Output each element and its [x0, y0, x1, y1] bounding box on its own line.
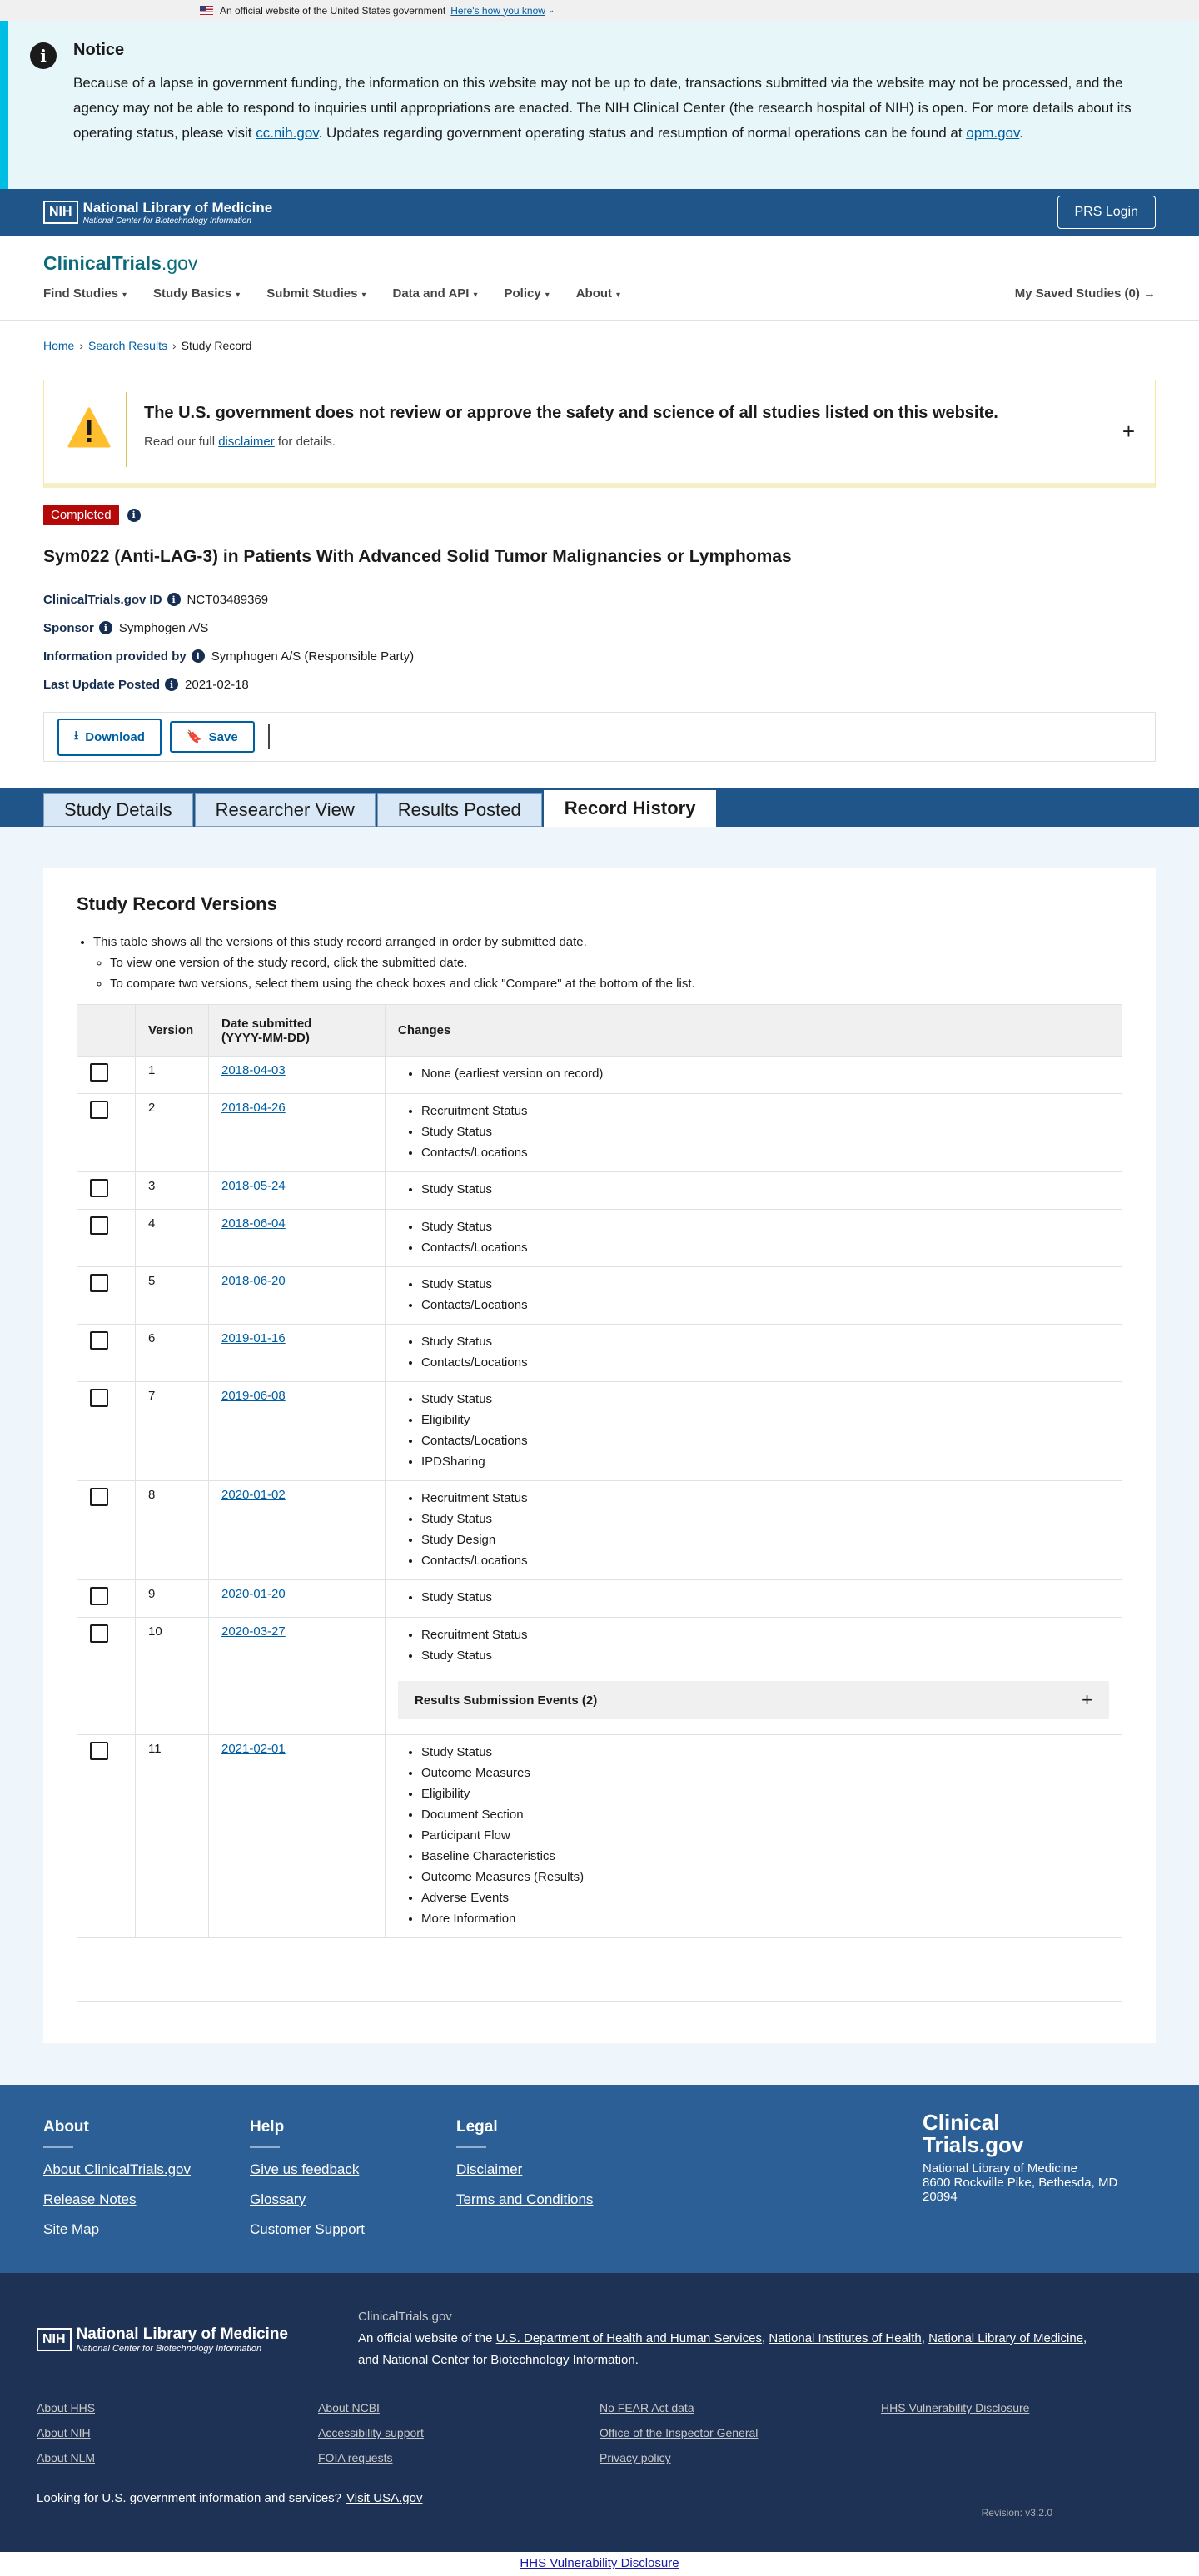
table-row: [77, 1210, 1122, 1267]
nav-label: Data and API: [392, 286, 470, 301]
version-number: 3: [136, 1172, 209, 1210]
gov-banner-text: An official website of the United States government: [220, 4, 446, 17]
footer-official-text: and: [358, 2353, 383, 2367]
nav-label: About: [575, 286, 613, 301]
heres-how-you-know-link[interactable]: Here's how you know: [450, 4, 545, 17]
version-number: 5: [136, 1267, 209, 1325]
change-item: • Recruitment Status: [421, 1101, 1109, 1121]
disclaimer-link[interactable]: disclaimer: [218, 435, 275, 449]
version-date-link[interactable]: 2021-02-01: [221, 1742, 286, 1756]
change-item: • Outcome Measures: [421, 1763, 1109, 1783]
footer-help: [250, 2118, 456, 2273]
chevron-down-icon: ▾: [545, 291, 550, 300]
change-item: • Study Design: [421, 1529, 1109, 1550]
gov-banner: [0, 0, 1199, 21]
nav-about[interactable]: [576, 286, 620, 301]
version-date-link[interactable]: 2019-06-08: [221, 1389, 286, 1403]
notice-title: Notice: [73, 41, 125, 59]
nav-submit-studies[interactable]: [266, 286, 366, 301]
notice-text-part: Because of a lapse in government funding, the information on this website may not be up to date, transactions submitted via the website may not be processed, and the agency may not be able to respond to inquiries until appropriations are enacted. The NIH Clinical Center (the research hospital of NIH) is open. For more details about its operating status, please visit: [73, 75, 1132, 141]
chevron-down-icon: ▾: [361, 291, 366, 300]
disclaimer-title: The U.S. government does not review or approve the safety and science of all studies listed on this website.: [144, 404, 998, 422]
change-item: • Adverse Events: [421, 1887, 1109, 1908]
opm-link[interactable]: opm.gov: [966, 125, 1020, 141]
footer-rule: [456, 2146, 486, 2148]
prs-login-button[interactable]: PRS Login: [1057, 196, 1157, 229]
version-number: 11: [136, 1735, 209, 1938]
site-header: [0, 236, 1199, 321]
footer-address-line: 20894: [923, 2190, 958, 2204]
version-date-link[interactable]: 2018-04-03: [221, 1063, 286, 1077]
info-icon[interactable]: i: [192, 649, 205, 663]
version-checkbox[interactable]: [90, 1587, 108, 1605]
breadcrumb: [0, 321, 1199, 374]
info-icon[interactable]: i: [127, 509, 141, 522]
notice-text-part: .: [1019, 125, 1023, 141]
link-about-ncbi[interactable]: About NCBI: [318, 2401, 380, 2414]
change-item: • Study Status: [421, 1121, 1109, 1142]
breadcrumb-separator: ›: [79, 339, 84, 352]
tab-results-posted[interactable]: Results Posted: [377, 793, 542, 827]
footer-brand-line: Clinical: [923, 2110, 1000, 2135]
change-item: • More Information: [421, 1908, 1109, 1929]
table-row: [77, 1735, 1122, 1938]
link-no-fear[interactable]: No FEAR Act data: [600, 2401, 694, 2414]
change-item: • None (earliest version on record): [421, 1063, 1109, 1084]
study-title: Sym022 (Anti-LAG-3) in Patients With Advanced Solid Tumor Malignancies or Lymphomas: [43, 547, 792, 566]
col-date-format: (YYYY-MM-DD): [221, 1030, 310, 1045]
nlm-footer: [0, 2273, 1199, 2552]
usagov-line: [37, 2491, 1162, 2505]
study-meta: [0, 585, 1199, 699]
version-number: 8: [136, 1481, 209, 1580]
footer-site-name: ClinicalTrials.gov: [358, 2310, 452, 2324]
link-hhs-vulnerability[interactable]: HHS Vulnerability Disclosure: [881, 2401, 1030, 2414]
table-row: [77, 1267, 1122, 1325]
change-item: • Study Status: [421, 1216, 1109, 1237]
meta-row-id: [43, 585, 1156, 614]
meta-label: Information provided by: [43, 649, 187, 664]
change-item: • Recruitment Status: [421, 1624, 1109, 1645]
version-date-link[interactable]: 2018-04-26: [221, 1101, 286, 1115]
ncbi-link[interactable]: National Center for Biotechnology Information: [382, 2353, 635, 2367]
nih-logo-mark: NIH: [37, 2328, 72, 2351]
site-footer: [0, 2085, 1199, 2273]
us-flag-icon: [200, 6, 213, 15]
clinicaltrials-logo[interactable]: [43, 252, 1156, 275]
nav-label: Submit Studies: [266, 286, 358, 301]
disclaimer-text-part: Read our full: [144, 435, 219, 449]
breadcrumb-search-results[interactable]: Search Results: [88, 339, 167, 352]
info-icon[interactable]: i: [99, 621, 112, 634]
hhs-link[interactable]: U.S. Department of Health and Human Services: [495, 2331, 762, 2345]
download-icon: ⭳: [74, 728, 79, 743]
nlm-name: National Library of Medicine: [82, 199, 273, 216]
nlm-name: National Library of Medicine: [76, 2325, 288, 2343]
ncbi-name: National Center for Biotechnology Information: [82, 216, 251, 226]
save-button[interactable]: [170, 721, 255, 753]
change-item: • Study Status: [421, 1389, 1109, 1410]
change-item: • Participant Flow: [421, 1825, 1109, 1846]
table-row: [77, 1382, 1122, 1481]
meta-value: 2021-02-18: [185, 677, 249, 692]
table-row: [77, 1325, 1122, 1382]
table-footer-cell: [77, 1938, 1122, 2002]
version-checkbox[interactable]: [90, 1389, 108, 1407]
version-number: 6: [136, 1325, 209, 1382]
version-number: 10: [136, 1618, 209, 1735]
footer-link-site-map[interactable]: Site Map: [43, 2221, 100, 2237]
col-date-submitted: [209, 1005, 386, 1057]
info-icon: i: [30, 42, 57, 69]
versions-card: [43, 868, 1156, 2043]
footer-link-customer-support[interactable]: Customer Support: [250, 2221, 365, 2237]
action-bar: [43, 712, 1156, 762]
footer-links: [37, 2401, 1162, 2476]
meta-label: ClinicalTrials.gov ID: [43, 592, 162, 607]
expand-plus-icon[interactable]: +: [1122, 419, 1135, 444]
footer-legal: [456, 2118, 663, 2273]
change-item: • Contacts/Locations: [421, 1352, 1109, 1373]
footer-brand: [923, 2111, 1117, 2204]
intro-subitem: ◦ To view one version of the study record, click the submitted date.: [110, 952, 1122, 973]
results-submission-events[interactable]: [398, 1681, 1109, 1719]
change-item: • Recruitment Status: [421, 1488, 1109, 1509]
change-item: • Eligibility: [421, 1783, 1109, 1804]
version-date-link[interactable]: 2020-01-02: [221, 1488, 286, 1502]
change-item: • Study Status: [421, 1509, 1109, 1529]
meta-label: Sponsor: [43, 620, 94, 635]
change-item: • Contacts/Locations: [421, 1295, 1109, 1315]
version-checkbox[interactable]: [90, 1331, 108, 1350]
footer-heading: Legal: [456, 2118, 498, 2136]
intro-subitem: ◦ To compare two versions, select them using the check boxes and click "Compare" at the bottom of the list.: [110, 973, 1122, 994]
version-number: 1: [136, 1057, 209, 1094]
col-date-label: Date submitted: [221, 1016, 312, 1031]
notice-text-part: . Updates regarding government operating status and resumption of normal operations can be found at: [318, 125, 967, 141]
expand-plus-icon: +: [1082, 1689, 1092, 1710]
change-item: • Study Status: [421, 1645, 1109, 1666]
version-number: 2: [136, 1094, 209, 1172]
tab-record-history[interactable]: Record History: [544, 790, 717, 827]
ncbi-name: National Center for Biotechnology Information: [76, 2344, 262, 2354]
info-icon[interactable]: i: [165, 678, 178, 691]
main-nav: [43, 286, 1156, 301]
nav-policy[interactable]: [505, 286, 550, 301]
arrow-right-icon: →: [1143, 286, 1156, 301]
meta-row-provided-by: [43, 642, 1156, 670]
footer-link-about[interactable]: About ClinicalTrials.gov: [43, 2161, 191, 2177]
footer-heading: About: [43, 2118, 89, 2136]
link-foia[interactable]: FOIA requests: [318, 2451, 393, 2464]
revision-label: Revision: v3.2.0: [981, 2507, 1052, 2519]
tab-study-details[interactable]: Study Details: [43, 793, 193, 827]
meta-value: Symphogen A/S: [118, 620, 209, 635]
change-item: • Outcome Measures (Results): [421, 1867, 1109, 1887]
meta-label: Last Update Posted: [43, 677, 161, 692]
version-number: 4: [136, 1210, 209, 1267]
change-item: • Contacts/Locations: [421, 1237, 1109, 1258]
nih-link[interactable]: National Institutes of Health: [769, 2331, 922, 2345]
disclaimer-divider: [126, 392, 127, 467]
meta-value: Symphogen A/S (Responsible Party): [211, 649, 415, 664]
action-divider: [268, 724, 270, 749]
change-item: • Study Status: [421, 1331, 1109, 1352]
nav-label: Study Basics: [153, 286, 232, 301]
change-item: • Eligibility: [421, 1410, 1109, 1430]
table-footer-row: [77, 1938, 1122, 2002]
nlm-logo[interactable]: [43, 200, 272, 226]
logo-main: ClinicalTrials: [43, 252, 162, 274]
nav-data-api[interactable]: [393, 286, 478, 301]
version-checkbox[interactable]: [90, 1179, 108, 1197]
version-date-link[interactable]: 2020-03-27: [221, 1624, 286, 1639]
tab-researcher-view[interactable]: Researcher View: [195, 793, 376, 827]
link-inspector-general[interactable]: Office of the Inspector General: [600, 2426, 759, 2439]
link-about-nih[interactable]: About NIH: [37, 2426, 91, 2439]
breadcrumb-separator: ›: [172, 339, 177, 352]
version-date-link[interactable]: 2020-01-20: [221, 1587, 286, 1601]
bookmark-icon: 🔖: [186, 730, 202, 744]
version-checkbox[interactable]: [90, 1216, 108, 1235]
change-item: • Study Status: [421, 1742, 1109, 1763]
version-number: 7: [136, 1382, 209, 1481]
footer-address-line: National Library of Medicine: [923, 2161, 1077, 2176]
meta-value: NCT03489369: [187, 592, 269, 607]
bottom-bar: [0, 2552, 1199, 2576]
record-history-panel: [0, 827, 1199, 2085]
footer-link-glossary[interactable]: Glossary: [250, 2191, 306, 2207]
nav-find-studies[interactable]: [43, 286, 127, 301]
version-checkbox[interactable]: [90, 1101, 108, 1119]
breadcrumb-current: Study Record: [181, 339, 252, 352]
footer-official-info: ClinicalTrials.gov An official website of the U.S. Department of Health and Human Services, National Institutes of Health, National Library of Medicine, and National Center for Biotechnology Information.: [358, 2306, 1141, 2371]
version-number: 9: [136, 1580, 209, 1618]
link-accessibility[interactable]: Accessibility support: [318, 2426, 424, 2439]
disclaimer-text: [144, 435, 1155, 449]
table-row: [77, 1481, 1122, 1580]
breadcrumb-home[interactable]: Home: [43, 339, 75, 352]
download-button[interactable]: [57, 719, 162, 756]
change-item: • IPDSharing: [421, 1451, 1109, 1472]
footer-official-text: An official website of the: [358, 2331, 496, 2345]
change-item: • Document Section: [421, 1804, 1109, 1825]
usagov-text: Looking for U.S. government information and services?: [37, 2491, 342, 2505]
col-changes: Changes: [386, 1005, 1122, 1057]
meta-row-sponsor: [43, 614, 1156, 642]
saved-label: My Saved Studies (0): [1014, 286, 1140, 301]
info-icon[interactable]: i: [167, 593, 181, 606]
change-item: • Baseline Characteristics: [421, 1846, 1109, 1867]
table-row: [77, 1094, 1122, 1172]
chevron-down-icon: ▾: [122, 291, 127, 300]
version-checkbox[interactable]: [90, 1063, 108, 1082]
footer-link-terms[interactable]: Terms and Conditions: [456, 2191, 594, 2207]
versions-title: Study Record Versions: [77, 893, 277, 914]
nlm-link[interactable]: National Library of Medicine: [928, 2331, 1084, 2345]
download-label: Download: [85, 729, 145, 744]
footer-brand-line: Trials.gov: [923, 2132, 1024, 2157]
change-item: • Study Status: [421, 1179, 1109, 1200]
version-checkbox[interactable]: [90, 1624, 108, 1643]
intro-item: • This table shows all the versions of this study record arranged in order by submitted date.: [93, 932, 1122, 952]
my-saved-studies-link[interactable]: [1015, 286, 1156, 301]
disclaimer-text-part: for details.: [274, 435, 336, 449]
link-privacy[interactable]: Privacy policy: [600, 2451, 671, 2464]
change-item: • Contacts/Locations: [421, 1142, 1109, 1163]
nav-label: Policy: [504, 286, 541, 301]
version-date-link[interactable]: 2018-06-20: [221, 1274, 286, 1288]
versions-table: [77, 1004, 1122, 2002]
status-badge: Completed: [43, 505, 119, 525]
version-date-link[interactable]: 2018-06-04: [221, 1216, 286, 1231]
chevron-down-icon: ▾: [473, 291, 478, 300]
nav-study-basics[interactable]: [153, 286, 240, 301]
save-label: Save: [208, 729, 238, 744]
usagov-link[interactable]: Visit USA.gov: [346, 2491, 423, 2505]
nav-label: Find Studies: [43, 286, 118, 301]
col-version: Version: [136, 1005, 209, 1057]
version-checkbox[interactable]: [90, 1274, 108, 1292]
table-row: [77, 1580, 1122, 1618]
chevron-down-icon: ⌄: [547, 6, 555, 15]
nih-logo-mark: NIH: [43, 201, 78, 224]
funding-notice: [0, 21, 1199, 189]
change-item: • Contacts/Locations: [421, 1550, 1109, 1571]
warning-icon: [67, 407, 111, 449]
footer-link-feedback[interactable]: Give us feedback: [250, 2161, 360, 2177]
col-select: [77, 1005, 136, 1057]
chevron-down-icon: ▾: [616, 291, 621, 300]
footer-rule: [250, 2146, 280, 2148]
versions-intro: [77, 932, 1122, 994]
cc-nih-link[interactable]: cc.nih.gov: [256, 125, 319, 141]
footer-ct-logo[interactable]: [923, 2111, 1117, 2156]
change-item: • Study Status: [421, 1274, 1109, 1295]
link-about-hhs[interactable]: About HHS: [37, 2401, 96, 2414]
logo-suffix: .gov: [161, 252, 198, 274]
notice-text: [73, 71, 1149, 146]
meta-row-last-update: [43, 670, 1156, 699]
link-about-nlm[interactable]: About NLM: [37, 2451, 96, 2464]
version-checkbox[interactable]: [90, 1488, 108, 1506]
change-item: • Study Status: [421, 1587, 1109, 1608]
study-tabs: [0, 788, 1199, 827]
version-checkbox[interactable]: [90, 1742, 108, 1760]
results-events-label: Results Submission Events (2): [415, 1693, 598, 1708]
chevron-down-icon: ▾: [236, 291, 241, 300]
bottom-hhs-vulnerability-link[interactable]: HHS Vulnerability Disclosure: [520, 2556, 679, 2570]
footer-rule: [43, 2146, 73, 2148]
table-row: [77, 1172, 1122, 1210]
change-item: • Contacts/Locations: [421, 1430, 1109, 1451]
footer-link-release-notes[interactable]: Release Notes: [43, 2191, 137, 2207]
version-date-link[interactable]: 2019-01-16: [221, 1331, 286, 1345]
footer-about: [43, 2118, 250, 2273]
footer-link-disclaimer[interactable]: Disclaimer: [456, 2161, 523, 2177]
nlm-header: [0, 189, 1199, 236]
version-date-link[interactable]: 2018-05-24: [221, 1179, 286, 1193]
status-row: [0, 505, 1199, 525]
table-row: [77, 1057, 1122, 1094]
table-row: [77, 1618, 1122, 1735]
footer-heading: Help: [250, 2118, 285, 2136]
footer-address-line: 8600 Rockville Pike, Bethesda, MD: [923, 2176, 1118, 2190]
disclaimer-banner: [43, 380, 1156, 488]
footer-nlm-logo[interactable]: [37, 2308, 358, 2371]
